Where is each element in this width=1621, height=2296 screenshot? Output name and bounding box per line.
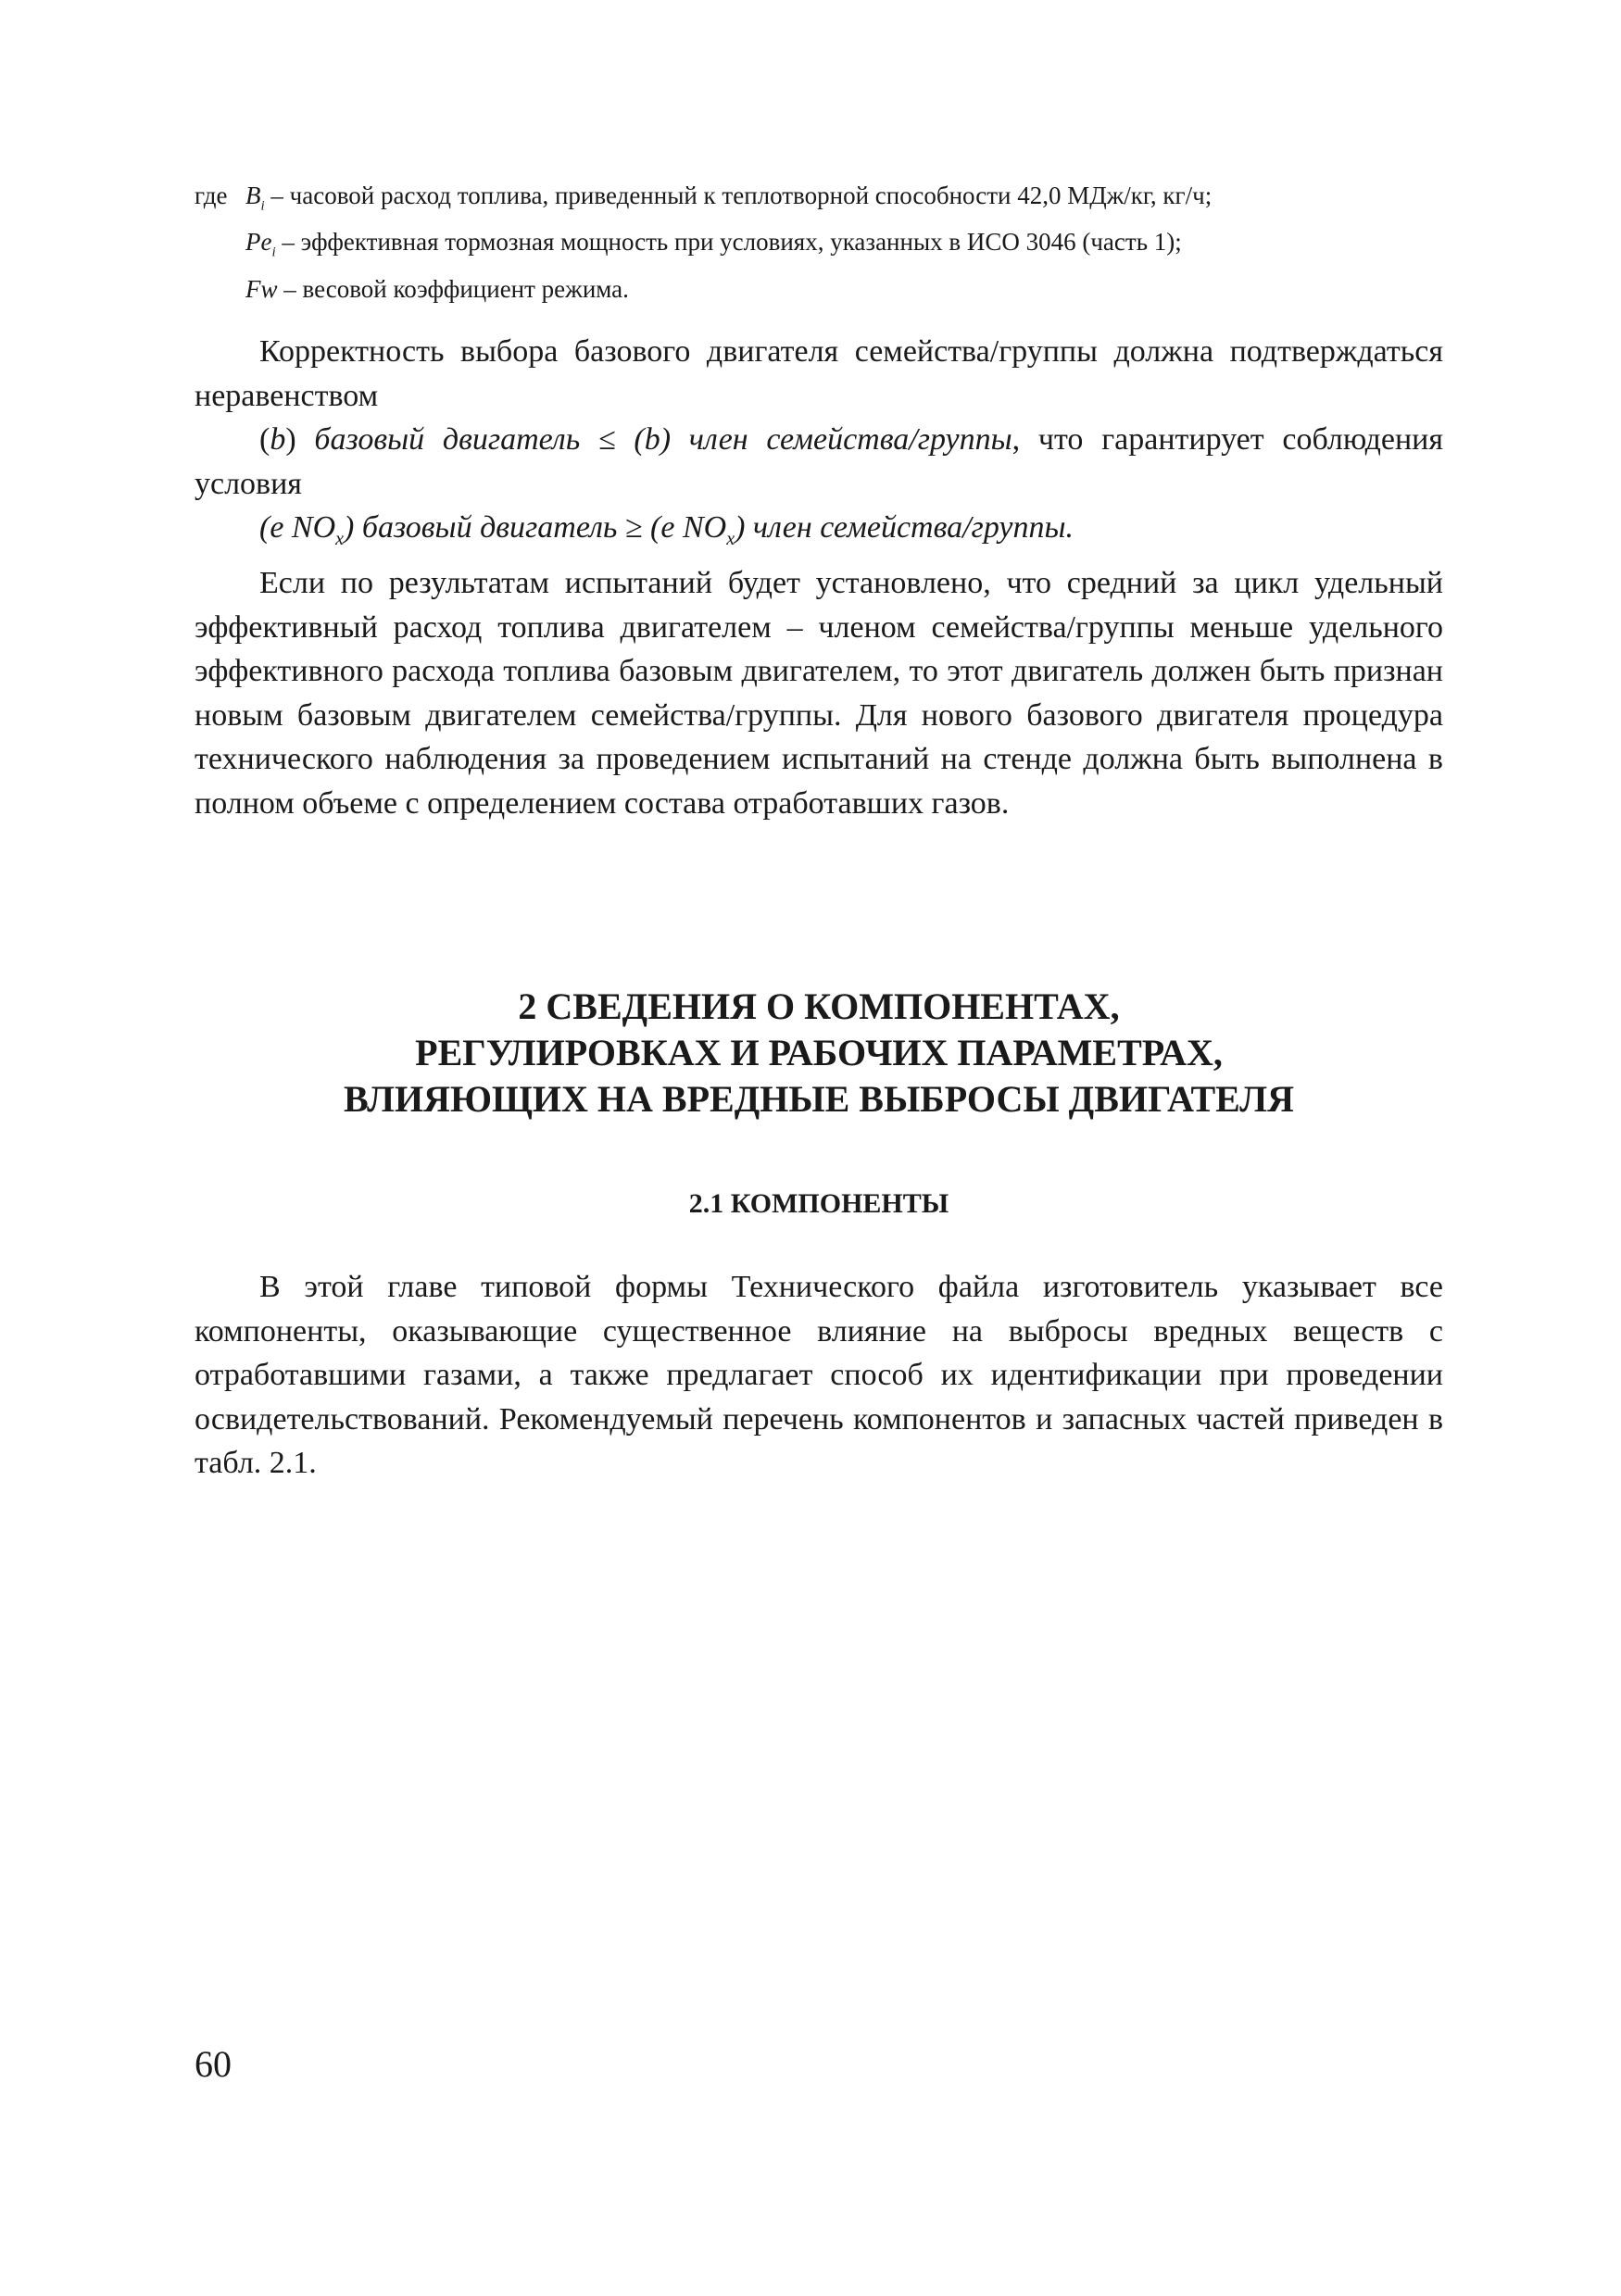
definition-text: – часовой расход топлива, приведенный к теплотворной способности 42,0 МДж/кг, кг/ч;: [264, 182, 1213, 209]
definition-row: [195, 271, 1212, 307]
definition-row: [195, 178, 1212, 224]
definition-symbol: $Pe_i$: [245, 228, 276, 260]
paragraph-correctness: Корректность выбора базового двигателя семейства/группы должна подтверждаться неравенством: [195, 334, 1443, 413]
definition-text: – весовой коэффициент режима.: [277, 274, 629, 303]
definition-lead: где: [195, 182, 228, 209]
paragraph-inequality-b: (b) базовый двигатель ≤ (b) член семейства/группы, что гарантирует соблюдения условия: [195, 422, 1443, 501]
subsection-heading: 2.1 КОМПОНЕНТЫ: [688, 1188, 949, 1219]
variable-definitions: [195, 178, 1212, 307]
paragraph-new-base-engine: Если по результатам испытаний будет установлено, что средний за цикл удельный эффективный расход топлива двигателем – членом семейства/группы меньше удельного эффективного расхода топлива базовым двигателем, то этот двигатель должен быть признан новым базовым двигателем семейства/группы. Для нового базового двигателя процедура технического наблюдения за проведением испытаний на стенде должна быть выполнена в полном объеме с определением состава отработавших газов.: [195, 566, 1443, 821]
body-text-components: [195, 1265, 1443, 1486]
body-text-top: [195, 330, 1443, 825]
definition-symbol: Fw: [245, 274, 278, 303]
definition-text: – эффективная тормозная мощность при условиях, указанных в ИСО 3046 (часть 1);: [275, 228, 1182, 257]
definition-symbol: $B_i$: [245, 182, 265, 214]
definition-row: [195, 224, 1212, 270]
section-heading: 2 СВЕДЕНИЯ О КОМПОНЕНТАХ, РЕГУЛИРОВКАХ И РАБОЧИХ ПАРАМЕТРАХ, ВЛИЯЮЩИХ НА ВРЕДНЫЕ ВЫБРОСЫ ДВИГАТЕЛЯ: [344, 985, 1294, 1120]
page-number: 60: [195, 2043, 232, 2085]
paragraph-components: В этой главе типовой формы Технического файла изготовитель указывает все компоненты, оказывающие существенное влияние на выбросы вредных веществ с отработавшими газами, а также предлагает способ их идентификации при проведении освидетельствований. Рекомендуемый перечень компонентов и запасных частей приведен в табл. 2.1.: [195, 1270, 1443, 1480]
paragraph-inequality-nox: (e $NO_x$) базовый двигатель ≥ (e $NO_x$) член семейства/группы.: [259, 510, 1074, 549]
